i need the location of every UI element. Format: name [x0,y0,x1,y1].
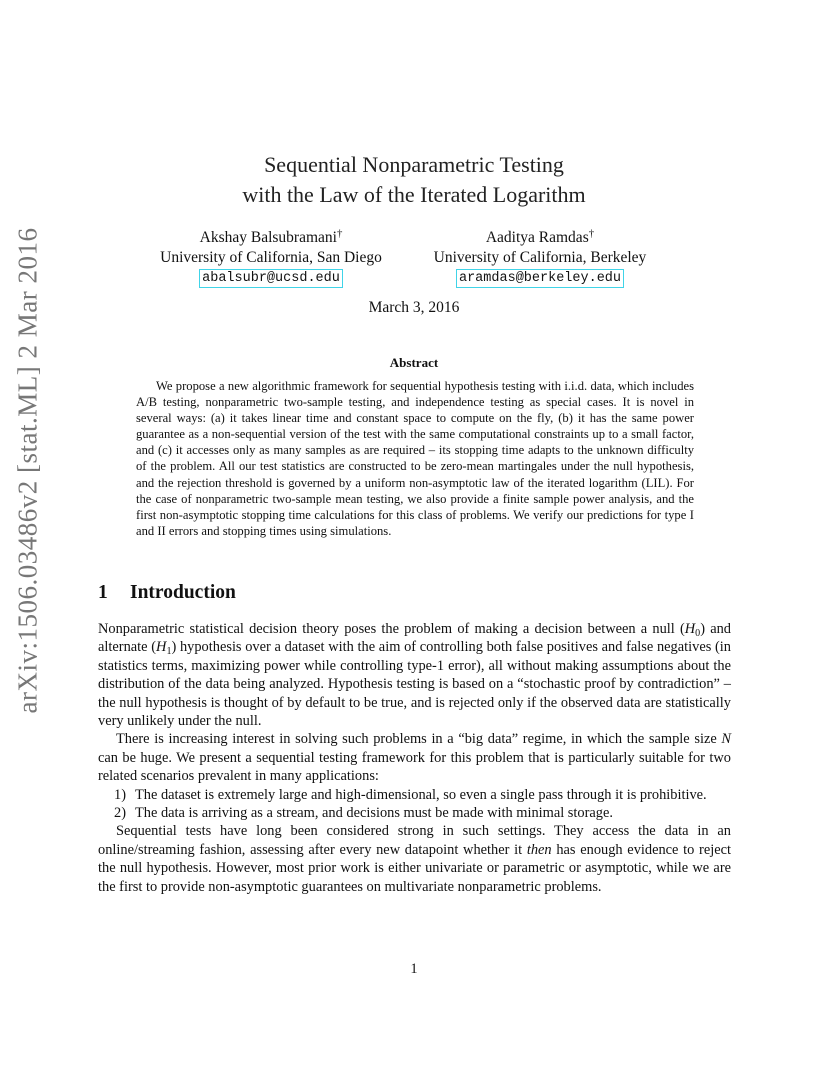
body-text [98,620,731,896]
list-item-text: The data is arriving as a stream, and decisions must be made with minimal storage. [135,805,613,822]
author-1-affiliation: University of California, San Diego [160,248,382,266]
paper-title [0,150,828,210]
paragraph-1-part-2: ) and alternate ( [98,621,731,656]
paragraph-2 [98,730,731,785]
arxiv-stamp [2,227,54,713]
math-h1-subscript: 1 [166,646,172,658]
title-line-2: with the Law of the Iterated Logarithm [242,182,586,207]
abstract-heading: Abstract [389,355,439,370]
author-2-mark: † [588,227,595,240]
section-heading [98,582,236,604]
math-n: N [721,731,731,748]
list-item [98,804,731,822]
author-1-mark: † [336,227,343,240]
author-1 [143,228,399,288]
list-marker: 2) [114,805,126,822]
author-2 [432,228,648,288]
title-line-1: Sequential Nonparametric Testing [264,152,564,177]
author-2-affiliation: University of California, Berkeley [433,248,647,266]
paragraph-1 [98,620,731,730]
section-title: Introduction [130,582,236,603]
author-2-name: Aaditya Ramdas [485,229,589,246]
list-item-text: The dataset is extremely large and high-dimensional, so even a single pass through it is prohibitive. [135,786,707,803]
abstract-text: We propose a new algorithmic framework for sequential hypothesis testing with i.i.d. data, which includes A/B testing, nonparametric two-sample testing, and independence testing as special cases. It is novel in several ways: (a) it takes linear time and constant space to compute on the fly, (b) it has the same power guarantee as a non-sequential version of the test with the same computational constraints up to a small factor, and (c) it accesses only as many samples as are required – its stopping time adapts to the unknown difficulty of the problem. All our test statistics are constructed to be zero-mean martingales under the null hypothesis, and the rejection threshold is governed by a uniform non-asymptotic law of the iterated logarithm (LIL). For the case of nonparametric two-sample mean testing, we also provide a finite sample power analysis, and the first non-asymptotic stopping time calculations for this class of problems. We verify our predictions for type I and II errors and stopping times using simulations. [136,379,694,538]
paragraph-3 [98,822,731,896]
list-item [98,786,731,804]
page-number: 1 [410,961,418,977]
scenario-list [98,786,731,823]
emphasis-then: then [526,841,552,858]
paragraph-2-part-1: There is increasing interest in solving such problems in a “big data” regime, in which the sample size [116,731,722,748]
author-1-email-link[interactable]: abalsubr@ucsd.edu [199,269,343,288]
section-number: 1 [98,582,108,603]
math-h0: H [684,621,696,637]
paragraph-1-part-3: ) hypothesis over a dataset with the aim of controlling both false positives and false negatives (in statistics terms, maximizing power while controlling type-1 error), all without making assumptions about the distribution of the data being analyzed. Hypothesis testing is based on a “stochastic proof by contradiction” – the null hypothesis is thought of by default to be true, and is rejected only if the observed data are statistically very unlikely under the null. [98,639,731,730]
paragraph-3-part-2: has enough evidence to reject the null hypothesis. However, most prior work is either univariate or parametric or asymptotic, while we are the first to provide non-asymptotic guarantees on multivariate nonparametric problems. [98,841,732,895]
paper-date: March 3, 2016 [368,299,460,316]
list-marker: 1) [114,786,126,803]
arxiv-stamp-text: arXiv:1506.03486v2 [stat.ML] 2 Mar 2016 [12,227,43,713]
math-h1: H [156,639,167,656]
paragraph-3-part-1: Sequential tests have long been considered strong in such settings. They access the data in an online/streaming fashion, assessing after every new datapoint whether it [98,823,731,858]
author-2-email-link[interactable]: aramdas@berkeley.edu [456,269,624,288]
math-h0-subscript: 0 [695,628,701,640]
paragraph-2-part-2: can be huge. We present a sequential testing framework for this problem that is particularly suitable for two related scenarios prevalent in many applications: [98,749,731,785]
paragraph-1-part-1: Nonparametric statistical decision theory poses the problem of making a decision between a null ( [98,621,685,637]
author-1-name: Akshay Balsubramani [199,229,337,246]
